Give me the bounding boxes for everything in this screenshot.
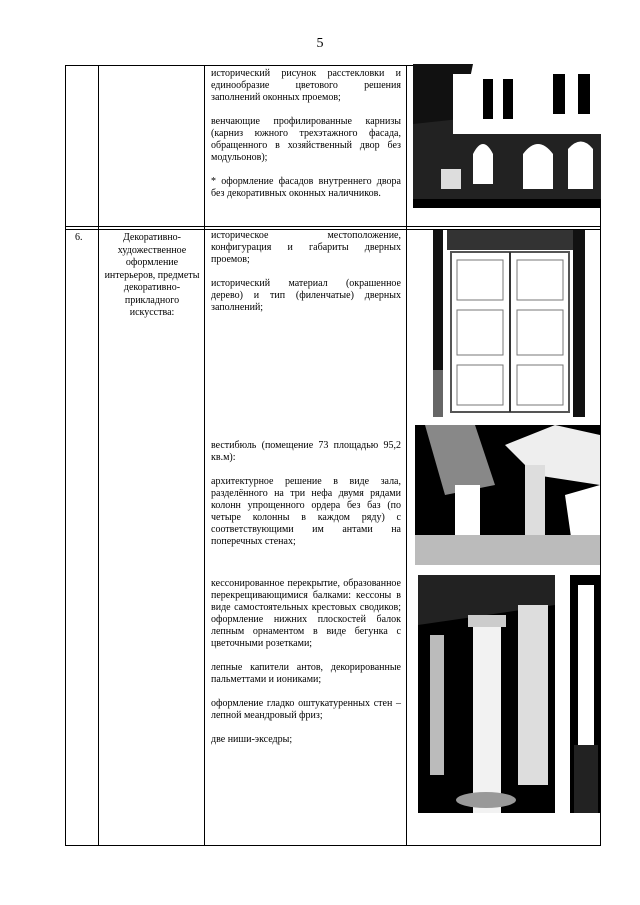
vestibule-description: [211, 440, 401, 560]
paragraph: * оформление фасадов внутреннего двора без декоративных оконных наличников.: [211, 176, 401, 199]
facade-photo: [413, 64, 601, 208]
paragraph: архитектурное решение в виде зала, разделённого на три нефа двумя рядами колонн упрощенного ордера без баз (по четыре колонны в каждом ряду) с соответствующими им антами на поперечных стенах;: [211, 476, 401, 547]
row-divider: [65, 226, 600, 227]
paragraph: венчающие профилированные карнизы (карниз южного трехэтажного фасада, обращенного в хозяйственный двор без модульонов);: [211, 116, 401, 163]
row-number: 6.: [75, 232, 83, 243]
wall-photo: [570, 575, 600, 813]
paragraph: две ниши-экседры;: [211, 734, 293, 745]
paragraph: лепные капители антов, декорированные пальметтами и иониками;: [211, 662, 401, 685]
paragraph: оформление гладко оштукатуренных стен – лепной меандровый фриз;: [211, 698, 401, 721]
page-number: 5: [316, 36, 324, 51]
col-border: [406, 65, 407, 846]
col-border: [65, 65, 66, 846]
paragraph: историческое местоположение, конфигурация и габариты дверных проемов;: [211, 230, 401, 265]
vestibule-photo: [415, 425, 600, 565]
table-bottom-border: [65, 845, 600, 846]
prev-row-description: [211, 68, 401, 212]
category-name: Декоративно-художественное оформление интерьеров, предметы декоративно-прикладного искусства:: [104, 232, 200, 318]
paragraph: кессонированное перекрытие, образованное перекрещивающимися балками: кессоны в виде самостоятельных крестовых сводиков; оформление нижних плоскостей балок лепным орнаментом в виде бегунка с цветочными розетками;: [211, 578, 401, 649]
column-photo: [418, 575, 555, 813]
door-photo: [433, 230, 585, 417]
ceiling-description: [211, 578, 401, 758]
paragraph: вестибюль (помещение 73 площадью 95,2 кв.м):: [211, 440, 401, 463]
paragraph: исторический рисунок расстекловки и единообразие цветового решения заполнений оконных проемов;: [211, 68, 401, 103]
col-border: [204, 65, 205, 846]
doors-description: [211, 230, 401, 326]
paragraph: исторический материал (окрашенное дерево) и тип (филенчатые) дверных заполнений;: [211, 278, 401, 313]
col-border: [98, 65, 99, 846]
